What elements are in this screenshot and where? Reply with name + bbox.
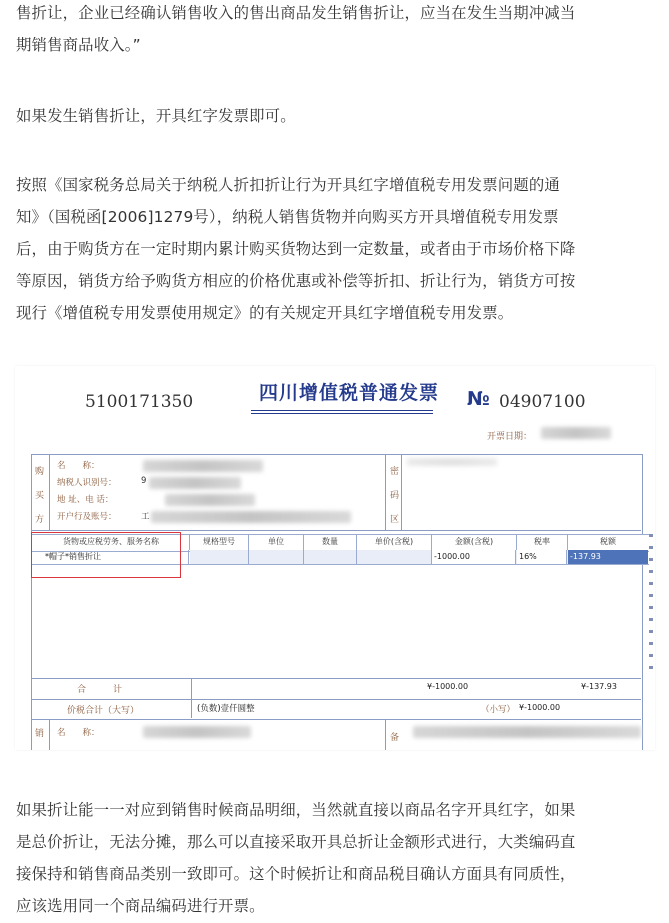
buyer-label-divider (49, 454, 50, 530)
buyer-address-redacted (165, 494, 255, 506)
buyer-taxid-start: 9 (141, 476, 147, 486)
buyer-taxid-label: 纳税人识别号： (57, 478, 117, 488)
text-line: 期销售商品收入。” (16, 36, 141, 54)
paragraph-3 (16, 169, 656, 329)
text-line: 现行《增值税专用发票使用规定》的有关规定开具红字增值税专用发票。 (16, 304, 514, 322)
total-row (31, 678, 641, 700)
seller-label-divider (49, 720, 50, 750)
invoice-image (15, 366, 655, 750)
header-unit: 单位 (249, 534, 304, 550)
title-underline (251, 413, 433, 414)
header-tax: 税额 (600, 537, 616, 546)
remark-divider (385, 720, 386, 750)
text-line: 应该选用同一个商品编码进行开票。 (16, 897, 265, 915)
item-spec (190, 550, 249, 564)
total-tax: ¥-137.93 (581, 682, 617, 691)
item-qty (304, 550, 357, 564)
highlight-box (31, 532, 181, 578)
text-line: 后，由于购货方在一定时期内累计购买货物达到一定数量，或者由于市场价格下降 (16, 240, 576, 258)
paragraph-2 (16, 100, 656, 132)
buyer-fields (57, 458, 117, 526)
invoice-no-symbol: № (467, 388, 490, 410)
cipher-section-label: 密 码 区 (390, 467, 400, 525)
item-unit (249, 550, 304, 564)
grand-total-upper: (负数)壹仟圆整 (197, 704, 255, 714)
cipher-redacted (407, 458, 497, 466)
issue-date-redacted (541, 427, 611, 439)
item-rate: 16% (517, 550, 567, 564)
text-line: 是总价折让，无法分摊，那么可以直接采取开具总折让金额形式进行，大类编码直 (16, 833, 576, 851)
invoice-number: 04907100 (499, 392, 586, 412)
buyer-bank-redacted (151, 511, 351, 523)
header-price: 单价(含税) (357, 534, 432, 550)
cipher-divider (385, 454, 386, 530)
buyer-name-redacted (143, 460, 263, 472)
scroll-marks (649, 534, 653, 674)
text-line: 等原因，销货方给予购货方相应的价格优惠或补偿等折扣、折让行为，销货方可按 (16, 272, 576, 290)
text-line: 按照《国家税务总局关于纳税人折扣折让行为开具红字增值税专用发票问题的通 (16, 176, 560, 194)
header-rate: 税率 (517, 534, 568, 550)
buyer-bank-start: 工 (141, 512, 150, 522)
text-line: 如果折让能一一对应到销售时候商品明细，当然就直接以商品名字开具红字，如果 (16, 801, 576, 819)
grand-total-label: 价税合计（大写） (67, 706, 140, 716)
text-line: 售折让，企业已经确认销售收入的售出商品发生销售折让，应当在发生当期冲减当 (16, 4, 576, 22)
text-line: 接保持和销售商品类别一致即可。这个时候折让和商品税目确认方面具有同质性， (16, 865, 576, 883)
text-line: 如果发生销售折让，开具红字发票即可。 (16, 107, 296, 125)
header-spec: 规格型号 (190, 534, 249, 550)
title-underline (251, 410, 433, 411)
paragraph-1 (16, 0, 656, 61)
item-price (357, 550, 432, 564)
item-tax-selected: -137.93 (568, 550, 648, 564)
seller-section-label: 销 (35, 729, 45, 739)
buyer-name-label: 名 称： (57, 461, 100, 471)
header-amount: 金额(含税) (432, 534, 517, 550)
invoice-code: 5100171350 (85, 392, 194, 412)
remark-label: 备 (390, 733, 400, 743)
paragraph-4 (16, 794, 656, 922)
header-name: 货物或应税劳务、服务名称 (33, 534, 190, 550)
text-line: 知》（国税函[2006]1279号），纳税人销售货物并向购买方开具增值税专用发票 (16, 208, 559, 226)
item-name: *帽子*销售折让 (33, 550, 189, 564)
remark-redacted (413, 726, 641, 738)
seller-name-redacted (143, 726, 251, 738)
invoice-title: 四川增值税普通发票 (259, 382, 440, 404)
buyer-bank-label: 开户行及账号： (57, 512, 117, 522)
grand-small-amount: ¥-1000.00 (519, 703, 561, 712)
buyer-address-label: 地 址、电 话： (57, 495, 114, 505)
buyer-section-label: 购 买 方 (35, 467, 45, 525)
issue-date-label: 开票日期： (487, 432, 533, 442)
header-qty: 数量 (304, 534, 357, 550)
buyer-taxid-redacted (149, 477, 241, 489)
seller-name-label: 名 称： (57, 728, 100, 738)
grand-small-label: （小写） (481, 705, 516, 715)
total-label: 合 计 (77, 685, 123, 695)
item-amount: -1000.00 (432, 550, 516, 564)
total-amount: ¥-1000.00 (427, 682, 469, 691)
